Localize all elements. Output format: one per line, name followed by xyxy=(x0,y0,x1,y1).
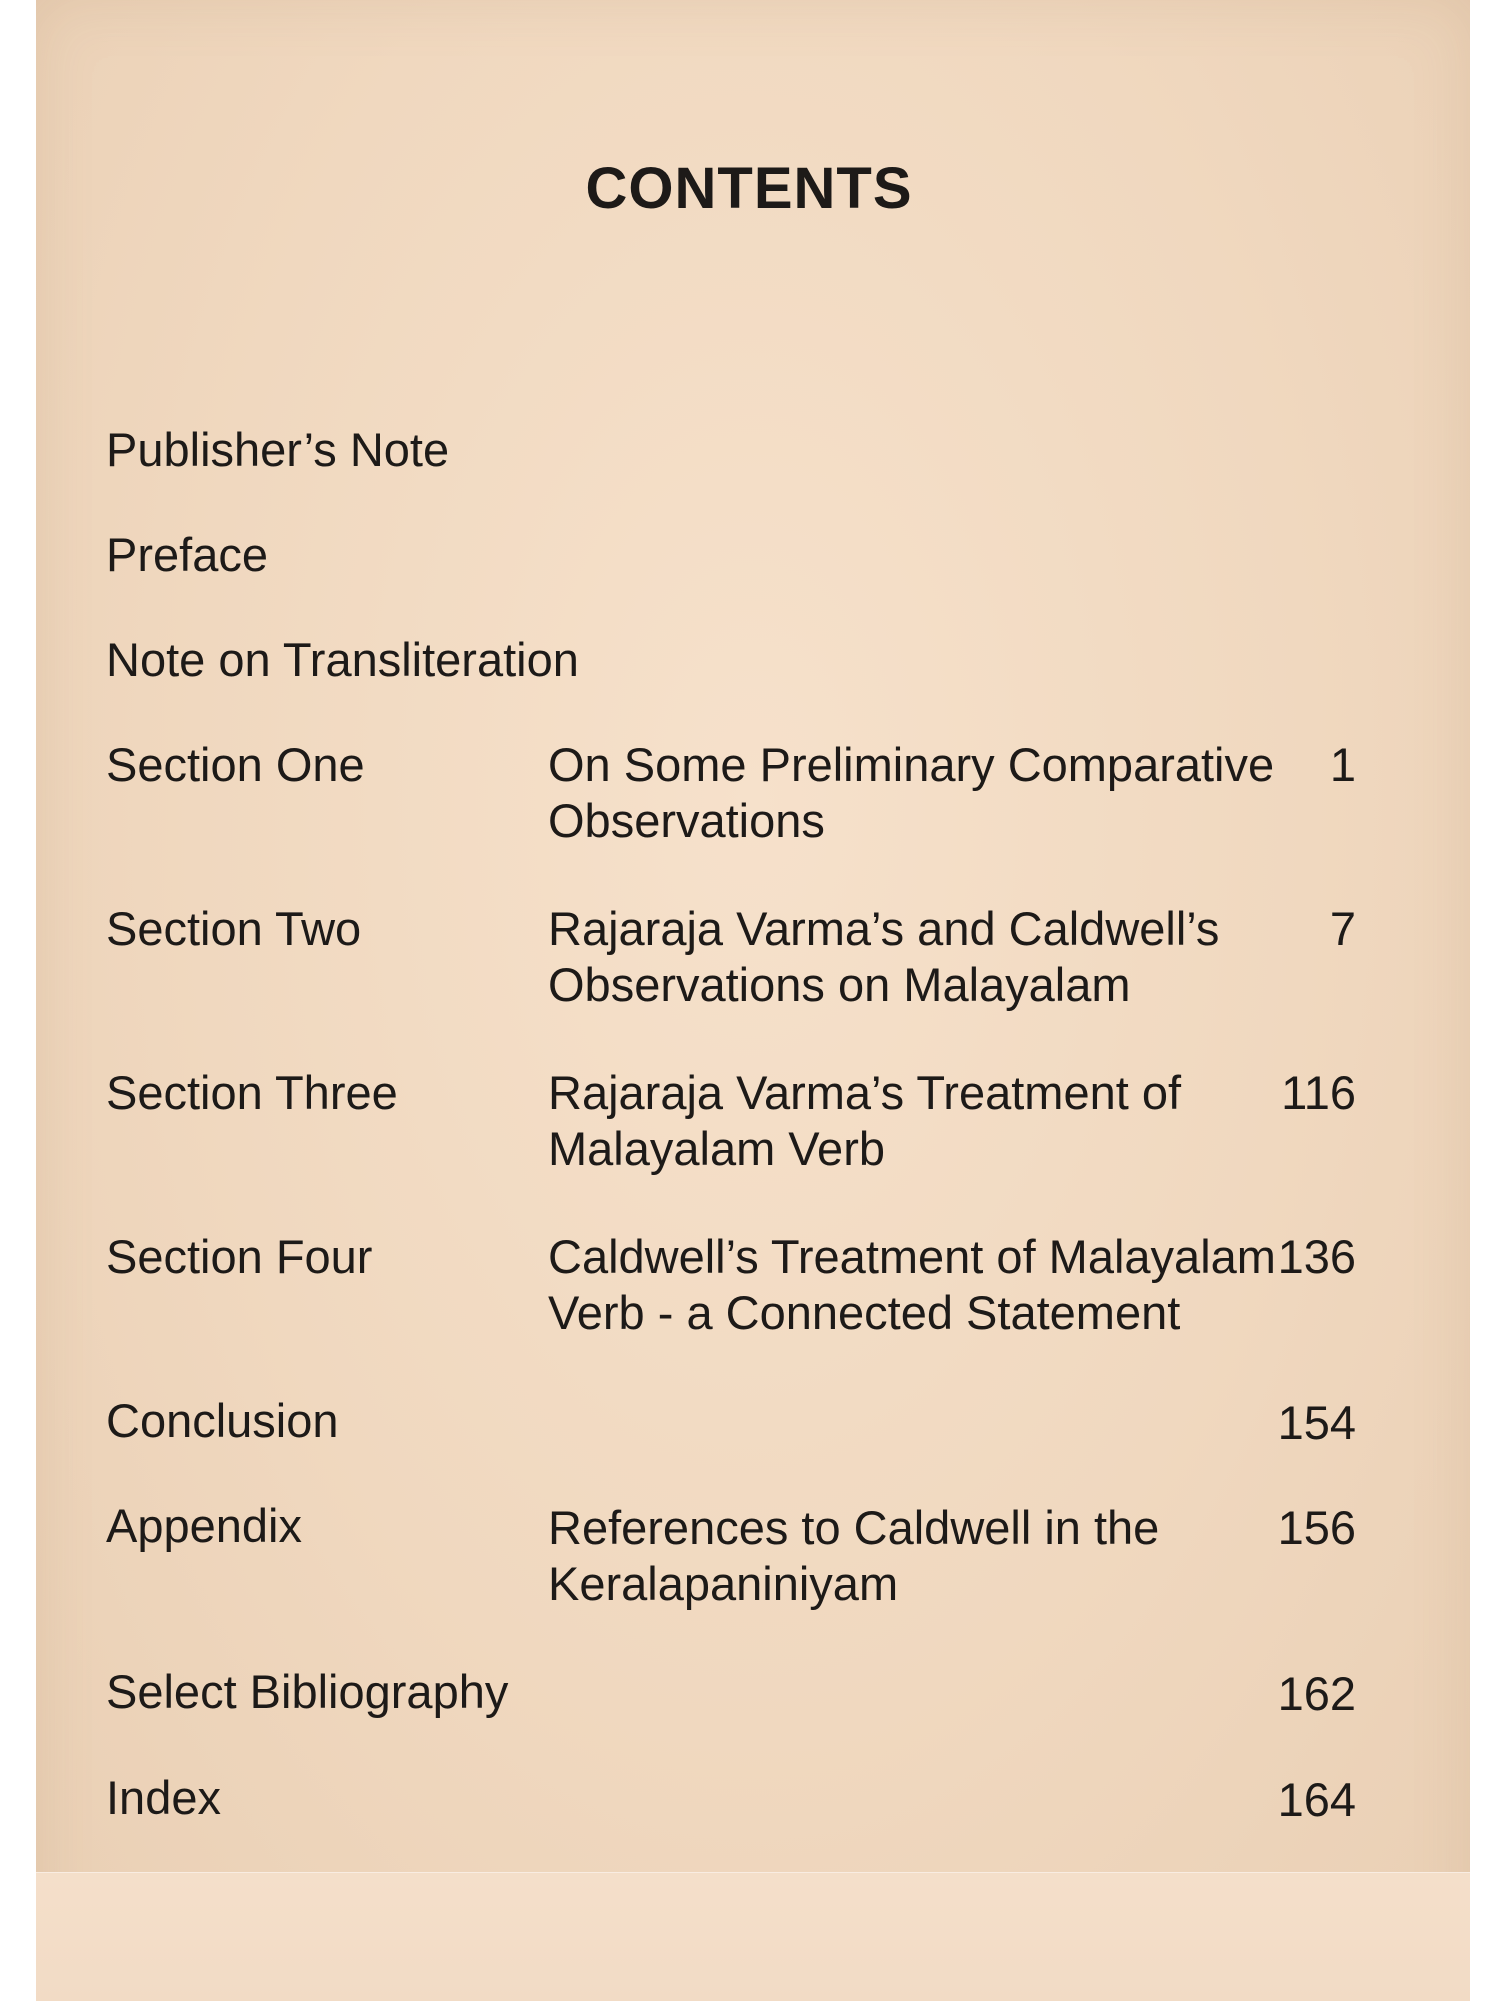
page-fold xyxy=(36,1872,1470,2001)
entry-page-section-one: 1 xyxy=(1329,738,1356,791)
entry-label-preface: Preface xyxy=(106,528,268,581)
entry-label-section-four: Section Four xyxy=(106,1230,373,1283)
entry-description-section-three: Rajaraja Varma’s Treatment of Malayalam Verb xyxy=(548,1066,1182,1175)
entry-label-select-bibliography: Select Bibliography xyxy=(106,1665,509,1718)
book-page xyxy=(36,0,1470,2000)
entry-label-conclusion: Conclusion xyxy=(106,1394,339,1447)
entry-label-publishers-note: Publisher’s Note xyxy=(106,423,450,476)
entry-label-section-one: Section One xyxy=(106,738,365,791)
entry-page-select-bibliography: 162 xyxy=(1277,1667,1356,1720)
entry-page-appendix: 156 xyxy=(1277,1501,1356,1554)
page-title: CONTENTS xyxy=(585,156,913,221)
entry-label-index: Index xyxy=(106,1771,221,1824)
entry-label-section-three: Section Three xyxy=(106,1066,398,1119)
entry-description-section-one: On Some Preliminary Comparative Observations xyxy=(548,738,1275,847)
entry-label-section-two: Section Two xyxy=(106,902,362,955)
entry-page-conclusion: 154 xyxy=(1277,1396,1356,1449)
entry-page-index: 164 xyxy=(1277,1773,1356,1826)
entry-description-section-two: Rajaraja Varma’s and Caldwell’s Observations on Malayalam xyxy=(548,902,1220,1011)
entry-page-section-two: 7 xyxy=(1329,902,1356,955)
entry-page-section-four: 136 xyxy=(1277,1230,1356,1283)
entry-description-section-four: Caldwell’s Treatment of Malayalam Verb - a Connected Statement xyxy=(548,1230,1276,1339)
entry-description-appendix: References to Caldwell in the Keralapaniniyam xyxy=(548,1501,1160,1610)
entry-page-section-three: 116 xyxy=(1281,1066,1356,1119)
entry-label-note-on-transliteration: Note on Transliteration xyxy=(106,633,579,686)
entry-label-appendix: Appendix xyxy=(106,1499,302,1552)
